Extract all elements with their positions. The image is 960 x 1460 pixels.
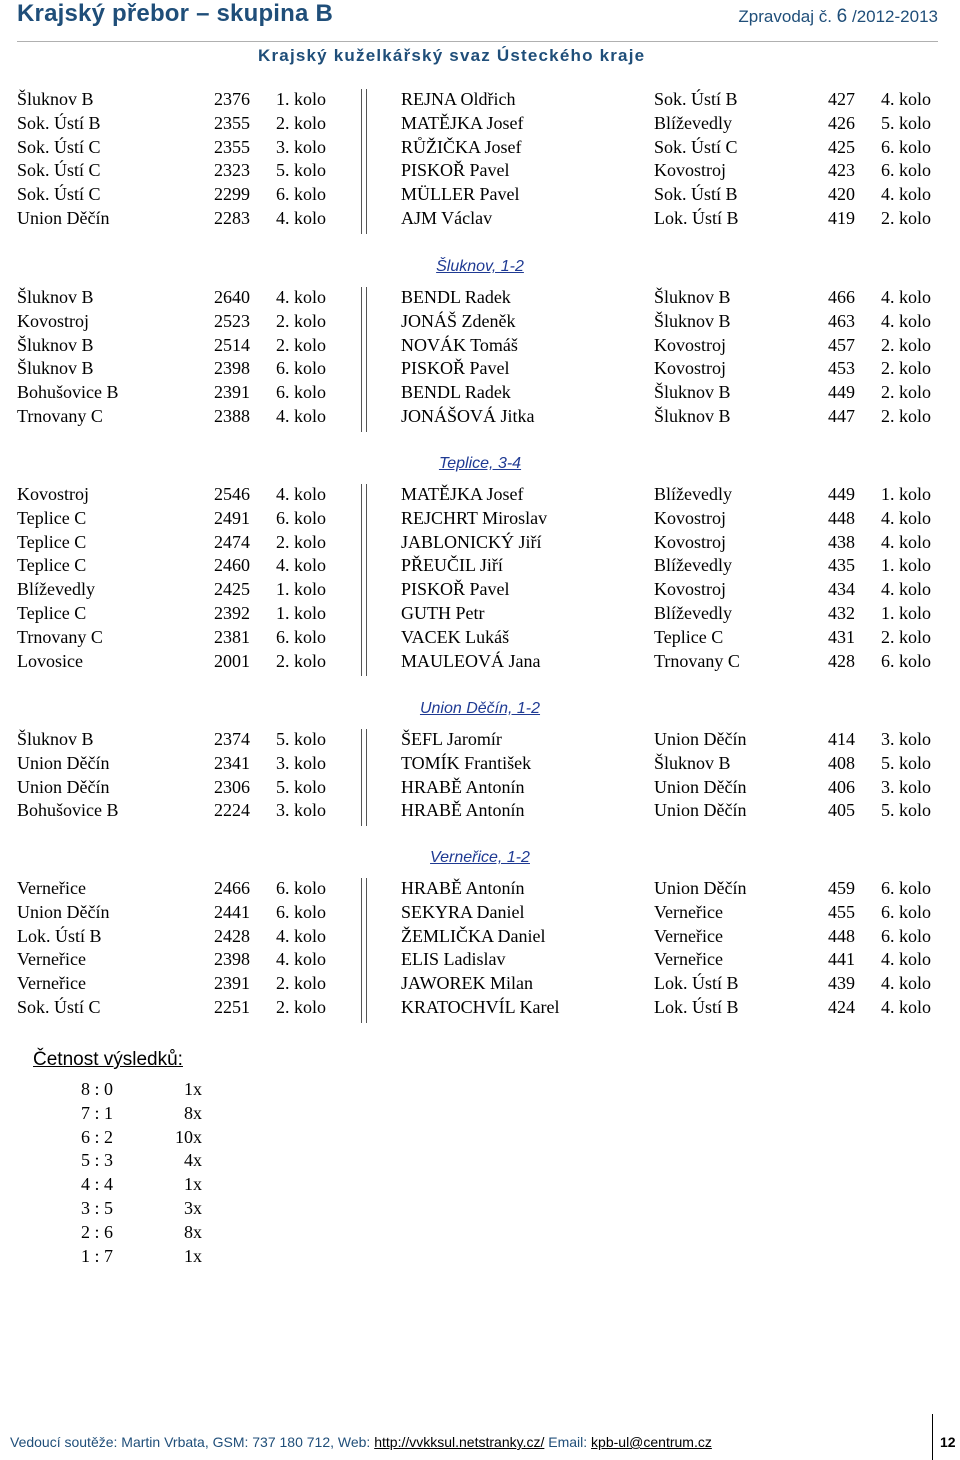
player-round: 4. kolo [881,287,932,307]
frequency-row [0,1125,300,1149]
frequency-result: 3 : 5 [80,1198,113,1218]
table-row [0,158,960,182]
group-title: Teplice, 3-4 [438,455,522,472]
team-name: Verneřice [17,878,86,898]
table-row [0,380,960,404]
table-row [0,876,960,900]
team-score: 2391 [214,382,250,403]
player-team: Šluknov B [654,310,731,331]
player-round: 2. kolo [881,208,932,228]
team-name: Trnovany C [17,406,103,426]
player-round: 4. kolo [881,973,932,994]
group-title: Verneřice, 1-2 [430,849,530,866]
team-round: 5. kolo [276,729,327,749]
player-round: 1. kolo [881,603,932,623]
player-score: 447 [828,406,855,426]
table-row [0,924,960,948]
player-team: Union Děčín [654,776,747,797]
player-score: 405 [828,800,855,821]
issue-label [738,6,938,28]
player-round: 2. kolo [881,406,932,426]
team-round: 2. kolo [276,334,327,355]
team-score: 2283 [214,208,250,228]
table-row [0,798,960,822]
team-score: 2428 [214,925,250,946]
player-score: 441 [828,949,855,970]
player-round: 6. kolo [881,650,932,671]
frequency-row [0,1077,300,1101]
frequency-row [0,1196,300,1220]
frequency-result: 5 : 3 [80,1150,113,1171]
player-round: 1. kolo [881,555,932,576]
player-score: 423 [828,160,855,181]
table-row [0,135,960,159]
team-score: 2546 [214,484,250,504]
team-score: 2441 [214,901,250,922]
player-round: 4. kolo [881,997,932,1017]
team-round: 2. kolo [276,973,327,994]
player-team: Lok. Ústí B [654,997,739,1017]
player-team: Kovostroj [654,160,726,181]
team-score: 2388 [214,406,250,426]
player-score: 419 [828,208,855,228]
team-round: 6. kolo [276,184,327,205]
player-score: 432 [828,603,855,623]
player-name: TOMÍK František [401,752,532,773]
team-name: Šluknov B [17,358,94,379]
table-row [0,182,960,206]
player-team: Kovostroj [654,358,726,379]
player-name: MÜLLER Pavel [401,184,520,205]
team-round: 2. kolo [276,650,327,671]
player-score: 428 [828,650,855,671]
team-name: Bohušovice B [17,382,119,403]
team-score: 2224 [214,800,250,821]
team-round: 6. kolo [276,626,327,647]
frequency-row [0,1220,300,1244]
team-score: 2460 [214,555,250,576]
issue-number: 6 [836,6,848,27]
player-score: 431 [828,626,855,647]
team-score: 2491 [214,507,250,528]
team-round: 1. kolo [276,603,327,623]
player-score: 414 [828,729,855,749]
player-name: RŮŽIČKA Josef [401,136,522,157]
footer-divider [932,1414,933,1460]
player-name: MATĚJKA Josef [401,112,524,133]
team-score: 2341 [214,752,250,773]
player-round: 5. kolo [881,112,932,133]
table-row [0,309,960,333]
team-round: 4. kolo [276,287,327,307]
player-name: HRABĚ Antonín [401,776,525,797]
team-round: 2. kolo [276,531,327,552]
team-score: 2299 [214,184,250,205]
player-team: Trnovany C [654,650,740,671]
player-round: 4. kolo [881,184,932,205]
footer-email-label: Email: [544,1434,592,1450]
player-team: Blíževedly [654,112,732,133]
team-score: 2425 [214,579,250,600]
player-round: 2. kolo [881,358,932,379]
player-team: Lok. Ústí B [654,973,739,994]
team-name: Sok. Ústí B [17,112,101,133]
table-row [0,506,960,530]
team-round: 4. kolo [276,484,327,504]
table-row [0,482,960,506]
table-row [0,971,960,995]
player-score: 448 [828,925,855,946]
frequency-count: 1x [184,1174,202,1195]
team-round: 2. kolo [276,112,327,133]
team-name: Blíževedly [17,579,95,600]
frequency-result: 8 : 0 [80,1079,113,1099]
table-row [0,553,960,577]
table-row [0,577,960,601]
table-row [0,285,960,309]
player-score: 424 [828,997,855,1017]
player-team: Šluknov B [654,406,731,426]
table-row [0,900,960,924]
player-round: 1. kolo [881,484,932,504]
player-name: REJCHRT Miroslav [401,507,548,528]
player-round: 4. kolo [881,310,932,331]
player-name: AJM Václav [401,208,493,228]
table-row [0,333,960,357]
player-name: JAWOREK Milan [401,973,534,994]
player-score: 449 [828,382,855,403]
player-round: 6. kolo [881,160,932,181]
team-score: 2355 [214,136,250,157]
team-name: Lok. Ústí B [17,925,102,946]
team-name: Šluknov B [17,89,94,109]
player-team: Blíževedly [654,484,732,504]
player-name: JONÁŠ Zdeněk [401,310,516,331]
player-team: Union Děčín [654,878,747,898]
table-row [0,751,960,775]
team-score: 2514 [214,334,250,355]
team-name: Kovostroj [17,484,89,504]
player-team: Lok. Ústí B [654,208,739,228]
player-score: 453 [828,358,855,379]
team-name: Union Děčín [17,752,110,773]
team-score: 2306 [214,776,250,797]
team-score: 2251 [214,997,250,1017]
player-name: HRABĚ Antonín [401,878,525,898]
table-row [0,87,960,111]
frequency-result: 4 : 4 [80,1174,113,1195]
player-score: 455 [828,901,855,922]
player-name: PŘEUČIL Jiří [401,555,503,576]
frequency-count: 8x [184,1102,202,1123]
player-team: Verneřice [654,901,723,922]
player-team: Union Děčín [654,800,747,821]
frequency-result: 6 : 2 [80,1126,113,1147]
player-score: 466 [828,287,855,307]
player-name: JONÁŠOVÁ Jitka [401,406,535,426]
player-name: KRATOCHVÍL Karel [401,997,560,1017]
team-round: 5. kolo [276,160,327,181]
group-title: Šluknov, 1-2 [436,258,524,275]
player-name: PISKOŘ Pavel [401,579,510,600]
player-team: Blíževedly [654,555,732,576]
team-score: 2381 [214,626,250,647]
team-score: 2474 [214,531,250,552]
table-row [0,601,960,625]
team-score: 2391 [214,973,250,994]
player-name: GUTH Petr [401,603,485,623]
page-number: 12 [940,1434,956,1450]
frequency-result: 2 : 6 [80,1221,113,1242]
player-name: BENDL Radek [401,287,511,307]
player-score: 438 [828,531,855,552]
player-team: Union Děčín [654,729,747,749]
frequency-result: 7 : 1 [80,1102,113,1123]
team-round: 6. kolo [276,507,327,528]
team-round: 6. kolo [276,358,327,379]
document-title: Krajský přebor – skupina B [17,0,333,27]
player-team: Šluknov B [654,382,731,403]
team-score: 2323 [214,160,250,181]
player-name: JABLONICKÝ Jiří [401,531,542,552]
player-team: Šluknov B [654,752,731,773]
player-score: 426 [828,112,855,133]
document-subtitle: Krajský kuželkářský svaz Ústeckého kraje [258,46,646,65]
frequency-count: 3x [184,1198,202,1218]
table-row [0,649,960,673]
frequency-count: 4x [184,1150,202,1171]
team-score: 2398 [214,949,250,970]
team-round: 4. kolo [276,949,327,970]
team-name: Teplice C [17,507,87,528]
team-name: Šluknov B [17,729,94,749]
team-score: 2355 [214,112,250,133]
frequency-row [0,1148,300,1172]
frequency-count: 10x [175,1126,202,1147]
player-score: 449 [828,484,855,504]
team-name: Šluknov B [17,334,94,355]
player-team: Kovostroj [654,531,726,552]
team-name: Verneřice [17,949,86,970]
player-name: ŽEMLIČKA Daniel [401,925,546,946]
player-team: Kovostroj [654,334,726,355]
frequency-result: 1 : 7 [80,1245,113,1266]
team-name: Teplice C [17,531,87,552]
team-name: Sok. Ústí C [17,136,101,157]
frequency-title: Četnost výsledků: [33,1049,183,1070]
team-score: 2398 [214,358,250,379]
team-round: 2. kolo [276,997,327,1017]
team-score: 2523 [214,310,250,331]
team-round: 3. kolo [276,752,327,773]
frequency-row [0,1101,300,1125]
footer-contact [10,1434,712,1450]
player-score: 420 [828,184,855,205]
team-round: 4. kolo [276,208,327,228]
player-name: MAULEOVÁ Jana [401,650,541,671]
player-round: 2. kolo [881,626,932,647]
player-score: 459 [828,878,855,898]
team-round: 1. kolo [276,579,327,600]
team-name: Kovostroj [17,310,89,331]
team-name: Verneřice [17,973,86,994]
player-team: Sok. Ústí B [654,89,738,109]
player-name: MATĚJKA Josef [401,484,524,504]
player-score: 425 [828,136,855,157]
player-name: PISKOŘ Pavel [401,358,510,379]
team-round: 4. kolo [276,555,327,576]
team-score: 2001 [214,650,250,671]
team-round: 6. kolo [276,878,327,898]
table-row [0,206,960,230]
player-round: 4. kolo [881,579,932,600]
player-name: VACEK Lukáš [401,626,510,647]
player-round: 4. kolo [881,507,932,528]
team-name: Šluknov B [17,287,94,307]
player-round: 3. kolo [881,776,932,797]
frequency-count: 1x [184,1079,202,1099]
team-name: Union Děčín [17,208,110,228]
team-score: 2640 [214,287,250,307]
player-team: Verneřice [654,925,723,946]
player-team: Šluknov B [654,287,731,307]
player-score: 463 [828,310,855,331]
issue-prefix: Zpravodaj č. [738,7,837,26]
player-round: 5. kolo [881,752,932,773]
frequency-row [0,1172,300,1196]
player-round: 6. kolo [881,136,932,157]
player-name: ŠEFL Jaromír [401,729,502,749]
team-name: Sok. Ústí C [17,160,101,181]
team-score: 2392 [214,603,250,623]
player-round: 4. kolo [881,949,932,970]
frequency-count: 8x [184,1221,202,1242]
table-row [0,995,960,1019]
player-score: 439 [828,973,855,994]
team-round: 6. kolo [276,382,327,403]
player-score: 435 [828,555,855,576]
issue-suffix: /2012-2013 [847,7,938,26]
player-score: 408 [828,752,855,773]
table-row [0,404,960,428]
team-round: 2. kolo [276,310,327,331]
frequency-row [0,1244,300,1268]
footer-text: Vedoucí soutěže: Martin Vrbata, GSM: 737 180 712, Web: [10,1434,375,1450]
table-row [0,530,960,554]
group-title: Union Děčín, 1-2 [419,700,541,717]
team-round: 4. kolo [276,406,327,426]
table-row [0,356,960,380]
player-team: Sok. Ústí B [654,184,738,205]
player-name: PISKOŘ Pavel [401,160,510,181]
team-round: 3. kolo [276,800,327,821]
player-team: Kovostroj [654,579,726,600]
player-team: Sok. Ústí C [654,136,738,157]
player-name: ELIS Ladislav [401,949,506,970]
table-row [0,625,960,649]
team-name: Lovosice [17,650,83,671]
team-name: Sok. Ústí C [17,997,101,1017]
player-round: 5. kolo [881,800,932,821]
player-name: NOVÁK Tomáš [401,334,518,355]
player-round: 2. kolo [881,382,932,403]
table-row [0,111,960,135]
table-row [0,947,960,971]
header-divider [17,41,938,42]
footer-web-link[interactable]: http://vvkksul.netstranky.cz/ [374,1434,545,1450]
team-round: 4. kolo [276,925,327,946]
player-name: SEKYRA Daniel [401,901,525,922]
team-name: Union Děčín [17,776,110,797]
player-score: 457 [828,334,855,355]
team-score: 2374 [214,729,250,749]
team-name: Teplice C [17,603,87,623]
player-score: 434 [828,579,855,600]
player-team: Teplice C [654,626,724,647]
player-round: 3. kolo [881,729,932,749]
player-round: 6. kolo [881,925,932,946]
player-score: 448 [828,507,855,528]
team-round: 5. kolo [276,776,327,797]
team-round: 1. kolo [276,89,327,109]
player-round: 4. kolo [881,89,932,109]
table-row [0,775,960,799]
player-round: 6. kolo [881,878,932,898]
player-team: Blíževedly [654,603,732,623]
player-round: 6. kolo [881,901,932,922]
player-name: HRABĚ Antonín [401,800,525,821]
team-name: Sok. Ústí C [17,184,101,205]
player-score: 427 [828,89,855,109]
player-round: 4. kolo [881,531,932,552]
footer-email-link[interactable]: kpb-ul@centrum.cz [591,1434,712,1450]
player-score: 406 [828,776,855,797]
team-name: Trnovany C [17,626,103,647]
player-team: Verneřice [654,949,723,970]
player-name: REJNA Oldřich [401,89,516,109]
team-round: 6. kolo [276,901,327,922]
team-name: Union Děčín [17,901,110,922]
player-team: Kovostroj [654,507,726,528]
player-name: BENDL Radek [401,382,511,403]
frequency-count: 1x [184,1245,202,1266]
team-round: 3. kolo [276,136,327,157]
team-name: Teplice C [17,555,87,576]
team-score: 2466 [214,878,250,898]
team-name: Bohušovice B [17,800,119,821]
table-row [0,727,960,751]
player-round: 2. kolo [881,334,932,355]
team-score: 2376 [214,89,250,109]
